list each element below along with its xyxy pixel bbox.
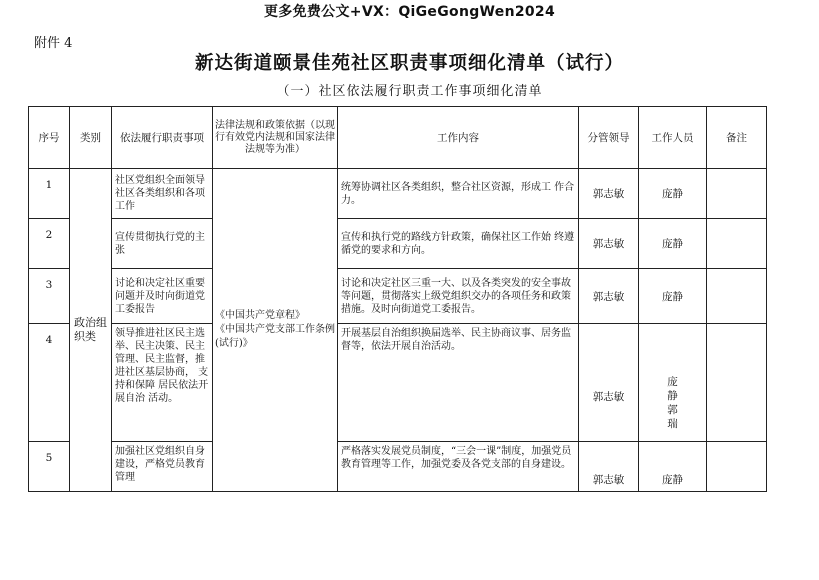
table-row xyxy=(29,169,767,219)
row-item xyxy=(112,442,213,492)
category-cell: 政治组织类 xyxy=(70,169,112,492)
row-notes xyxy=(707,269,767,324)
row-item xyxy=(112,219,213,269)
col-header-law: 法律法规和政策依据（以现行有效党内法规和国家法律法规等为准） xyxy=(213,107,338,169)
duty-list-table xyxy=(28,106,767,492)
col-header-item: 依法履行职责事项 xyxy=(112,107,213,169)
row-leader: 郭志敏 xyxy=(579,324,639,442)
row-content xyxy=(338,324,579,442)
document-subtitle: （一）社区依法履行职责工作事项细化清单 xyxy=(276,84,543,99)
row-staff: 庞静 xyxy=(639,442,707,492)
table-header-row xyxy=(29,107,767,169)
row-content xyxy=(338,169,579,219)
attachment-label: 附件 4 xyxy=(34,36,73,51)
item-text: 领导推进社区民主选举、民主决策、民主管理、民主监督，推进社区基层协商， 支持和保障 居民依法开展自治 活动。 xyxy=(115,328,209,404)
item-text: 讨论和决定社区重要问题并及时向街道党工委报告 xyxy=(115,277,205,315)
row-seq: 4 xyxy=(29,324,70,442)
row-notes xyxy=(707,442,767,492)
row-seq: 5 xyxy=(29,442,70,492)
law-basis-line: 《中国共产党支部工作条例(试行)》 xyxy=(215,324,335,349)
row-item xyxy=(112,169,213,219)
item-text: 加强社区党组织自身建设，严格党员教育管理 xyxy=(115,446,205,483)
law-basis-line: 《中国共产党章程》 xyxy=(215,310,305,321)
table-row xyxy=(29,269,767,324)
content-text: 开展基层自治组织换届选举、民主协商议事、居务监督等，依法开展自治活动。 xyxy=(341,328,571,352)
content-text: 统筹协调社区各类组织，整合社区资源，形成工 作合力。 xyxy=(341,181,575,206)
table-row xyxy=(29,219,767,269)
row-content xyxy=(338,269,579,324)
content-text: 严格落实发展党员制度，“三会一课”制度，加强党员教育管理等工作，加强党委及各党支部的自身建设。 xyxy=(341,446,572,470)
row-notes xyxy=(707,324,767,442)
row-staff: 庞静 xyxy=(639,269,707,324)
staff-char: 郭 xyxy=(667,403,678,416)
col-header-staff: 工作人员 xyxy=(639,107,707,169)
content-text: 宣传和执行党的路线方针政策，确保社区工作始 终遵循党的要求和方向。 xyxy=(341,231,575,256)
row-leader: 郭志敏 xyxy=(579,269,639,324)
row-notes xyxy=(707,219,767,269)
row-content xyxy=(338,442,579,492)
row-seq: 1 xyxy=(29,169,70,219)
col-header-category: 类别 xyxy=(70,107,112,169)
row-staff: 庞静 xyxy=(639,219,707,269)
staff-char: 静 xyxy=(667,389,678,402)
document-title: 新达街道颐景佳苑社区职责事项细化清单（试行） xyxy=(194,53,624,74)
content-text: 讨论和决定社区三重一大、以及各类突发的安全事故等问题，贯彻落实上级党组织交办的各项任务和政策措施。及时向街道党工委报告。 xyxy=(341,277,571,315)
col-header-content: 工作内容 xyxy=(338,107,579,169)
promo-banner: 更多免费公文+VX：QiGeGongWen2024 xyxy=(263,4,555,20)
row-staff: 庞静 xyxy=(639,169,707,219)
row-notes xyxy=(707,169,767,219)
col-header-leader: 分管领导 xyxy=(579,107,639,169)
row-seq: 2 xyxy=(29,219,70,269)
table-row xyxy=(29,442,767,492)
row-seq: 3 xyxy=(29,269,70,324)
staff-char: 庞 xyxy=(667,375,678,388)
item-text: 社区党组织全面领导社区各类组织和各项工作 xyxy=(115,175,205,212)
row-leader: 郭志敏 xyxy=(579,169,639,219)
law-basis-cell xyxy=(213,169,338,492)
row-staff xyxy=(639,324,707,442)
table-row xyxy=(29,324,767,442)
staff-char: 瑞 xyxy=(667,417,678,430)
col-header-notes: 备注 xyxy=(707,107,767,169)
item-text: 宣传贯彻执行党的主张 xyxy=(115,231,205,256)
row-item xyxy=(112,269,213,324)
row-content xyxy=(338,219,579,269)
row-leader: 郭志敏 xyxy=(579,219,639,269)
row-item xyxy=(112,324,213,442)
row-leader: 郭志敏 xyxy=(579,442,639,492)
col-header-seq: 序号 xyxy=(29,107,70,169)
